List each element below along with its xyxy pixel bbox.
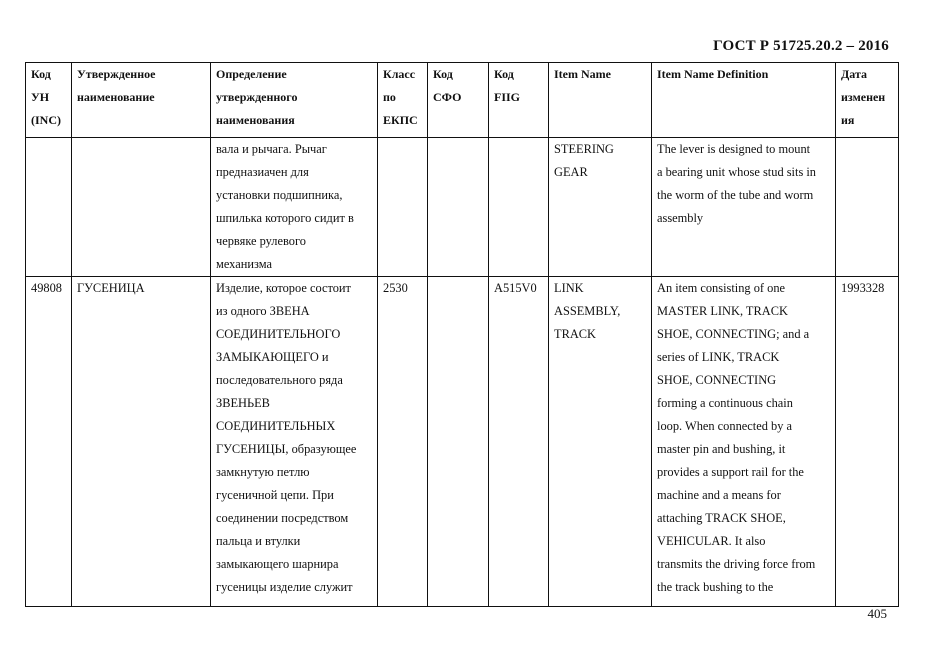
table-row	[26, 138, 899, 277]
header-item-name: Item Name	[549, 63, 652, 138]
page-number: 405	[867, 606, 887, 621]
cell-approved-name	[72, 138, 211, 277]
cell-change-date: 1993328	[836, 277, 899, 607]
header-definition: Определение утвержденного наименования	[211, 63, 378, 138]
header-approved-name: Утвержденное наименование	[72, 63, 211, 138]
cell-definition: вала и рычага. Рычаг предназиачен для установки подшипника, шпилька которого сидит в червяке рулевого механизма	[211, 138, 378, 277]
cell-change-date	[836, 138, 899, 277]
cell-definition: Изделие, которое состоит из одного ЗВЕНА СОЕДИНИТЕЛЬНОГО ЗАМЫКАЮЩЕГО и последовательного ряда ЗВЕНЬЕВ СОЕДИНИТЕЛЬНЫХ ГУСЕНИЦЫ, образующее замкнутую петлю гусеничной цепи. При соединении посредством пальца и втулки замыкающего шарнира гусеницы изделие служит	[211, 277, 378, 607]
header-class-ekps: Класс по ЕКПС	[378, 63, 428, 138]
header-change-date: Дата изменен ия	[836, 63, 899, 138]
document-standard-header: ГОСТ Р 51725.20.2 – 2016	[713, 38, 889, 54]
cell-item-name-definition: The lever is designed to mount a bearing unit whose stud sits in the worm of the tube and worm assembly	[652, 138, 836, 277]
cell-item-name: STEERING GEAR	[549, 138, 652, 277]
cell-inc-code: 49808	[26, 277, 72, 607]
cell-sfo-code	[428, 277, 489, 607]
cell-fiig-code	[489, 138, 549, 277]
header-fiig-code: Код FIIG	[489, 63, 549, 138]
table-header-row	[26, 63, 899, 138]
cell-sfo-code	[428, 138, 489, 277]
cell-item-name-definition: An item consisting of one MASTER LINK, TRACK SHOE, CONNECTING; and a series of LINK, TRACK SHOE, CONNECTING forming a continuous chain loop. When connected by a master pin and bushing, it provides a support rail for the machine and a means for attaching TRACK SHOE, VEHICULAR. It also transmits the driving force from the track bushing to the	[652, 277, 836, 607]
cell-inc-code	[26, 138, 72, 277]
header-item-name-definition: Item Name Definition	[652, 63, 836, 138]
item-name-registry-table	[25, 62, 899, 607]
cell-class-ekps: 2530	[378, 277, 428, 607]
table-row	[26, 277, 899, 607]
cell-approved-name: ГУСЕНИЦА	[72, 277, 211, 607]
header-sfo-code: Код СФО	[428, 63, 489, 138]
cell-item-name: LINK ASSEMBLY, TRACK	[549, 277, 652, 607]
header-inc-code: Код УН (INC)	[26, 63, 72, 138]
cell-class-ekps	[378, 138, 428, 277]
cell-fiig-code: A515V0	[489, 277, 549, 607]
